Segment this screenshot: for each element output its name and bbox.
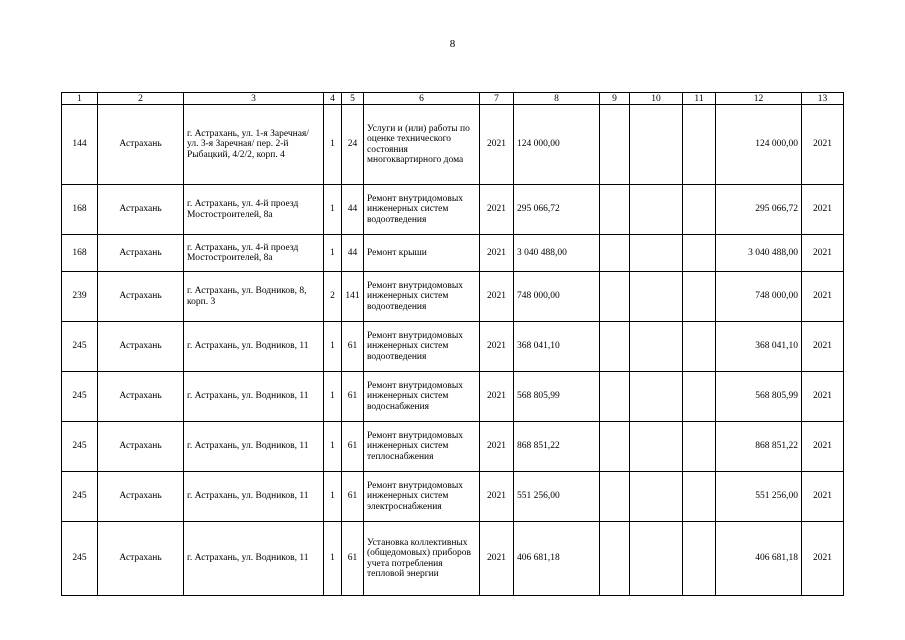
cell-address: г. Астрахань, ул. 4-й проезд Мостостроителей, 8а: [184, 185, 324, 235]
cell-col4: 1: [324, 522, 342, 596]
cell-col4: 1: [324, 185, 342, 235]
cell-col10: [630, 522, 683, 596]
table-row: [62, 322, 844, 372]
cell-col5: 61: [342, 472, 364, 522]
cell-address: г. Астрахань, ул. Водников, 11: [184, 372, 324, 422]
cell-cost-fund: 748 000,00: [716, 272, 802, 322]
cell-cost-fund: 406 681,18: [716, 522, 802, 596]
cell-municipality: Астрахань: [98, 322, 184, 372]
cell-col11: [683, 105, 716, 185]
cell-year: 2021: [480, 472, 514, 522]
cell-plan-year: 2021: [802, 472, 844, 522]
cell-address: г. Астрахань, ул. 4-й проезд Мостостроителей, 8а: [184, 235, 324, 272]
cell-col10: [630, 235, 683, 272]
cell-col9: [600, 272, 630, 322]
cell-cost-total: 868 851,22: [514, 422, 600, 472]
cell-plan-year: 2021: [802, 272, 844, 322]
cell-col4: 1: [324, 472, 342, 522]
cell-year: 2021: [480, 522, 514, 596]
cell-col10: [630, 272, 683, 322]
cell-col9: [600, 372, 630, 422]
cell-number: 168: [62, 235, 98, 272]
column-header-12: 12: [716, 93, 802, 105]
cell-address: г. Астрахань, ул. 1-я Заречная/ ул. 3-я Заречная/ пер. 2-й Рыбацкий, 4/2/2, корп. 4: [184, 105, 324, 185]
cell-plan-year: 2021: [802, 185, 844, 235]
column-header-4: 4: [324, 93, 342, 105]
cell-cost-fund: 124 000,00: [716, 105, 802, 185]
cell-work-type: Услуги и (или) работы по оценке технического состояния многоквартирного дома: [364, 105, 480, 185]
table-row: [62, 472, 844, 522]
table-row: [62, 235, 844, 272]
cell-work-type: Ремонт внутридомовых инженерных систем водоснабжения: [364, 372, 480, 422]
column-header-2: 2: [98, 93, 184, 105]
cell-col5: 61: [342, 422, 364, 472]
table-row: [62, 522, 844, 596]
cell-cost-fund: 868 851,22: [716, 422, 802, 472]
cell-cost-total: 406 681,18: [514, 522, 600, 596]
cell-col4: 2: [324, 272, 342, 322]
cell-cost-fund: 551 256,00: [716, 472, 802, 522]
cell-col5: 61: [342, 372, 364, 422]
cell-work-type: Ремонт внутридомовых инженерных систем водоотведения: [364, 272, 480, 322]
column-header-3: 3: [184, 93, 324, 105]
cell-work-type: Ремонт крыши: [364, 235, 480, 272]
cell-col10: [630, 422, 683, 472]
cell-year: 2021: [480, 272, 514, 322]
cell-col11: [683, 235, 716, 272]
cell-col11: [683, 322, 716, 372]
cell-number: 245: [62, 422, 98, 472]
cell-number: 144: [62, 105, 98, 185]
cell-number: 239: [62, 272, 98, 322]
cell-address: г. Астрахань, ул. Водников, 11: [184, 522, 324, 596]
column-header-13: 13: [802, 93, 844, 105]
column-header-7: 7: [480, 93, 514, 105]
column-header-1: 1: [62, 93, 98, 105]
table-row: [62, 185, 844, 235]
cell-municipality: Астрахань: [98, 372, 184, 422]
cell-col11: [683, 272, 716, 322]
cell-address: г. Астрахань, ул. Водников, 8, корп. 3: [184, 272, 324, 322]
cell-cost-fund: 3 040 488,00: [716, 235, 802, 272]
table-row: [62, 422, 844, 472]
table-header-row: [62, 93, 844, 105]
column-header-9: 9: [600, 93, 630, 105]
cell-col9: [600, 235, 630, 272]
cell-cost-total: 551 256,00: [514, 472, 600, 522]
cell-col9: [600, 522, 630, 596]
cell-plan-year: 2021: [802, 322, 844, 372]
cell-year: 2021: [480, 235, 514, 272]
cell-year: 2021: [480, 322, 514, 372]
cell-col4: 1: [324, 372, 342, 422]
cell-municipality: Астрахань: [98, 272, 184, 322]
cell-col4: 1: [324, 322, 342, 372]
cell-number: 245: [62, 322, 98, 372]
table-row: [62, 272, 844, 322]
cell-col4: 1: [324, 422, 342, 472]
cell-plan-year: 2021: [802, 522, 844, 596]
cell-col5: 44: [342, 185, 364, 235]
cell-address: г. Астрахань, ул. Водников, 11: [184, 322, 324, 372]
cell-col10: [630, 185, 683, 235]
cell-municipality: Астрахань: [98, 422, 184, 472]
cell-address: г. Астрахань, ул. Водников, 11: [184, 422, 324, 472]
cell-col10: [630, 322, 683, 372]
cell-plan-year: 2021: [802, 235, 844, 272]
page-number: 8: [449, 38, 456, 50]
cell-number: 245: [62, 522, 98, 596]
cell-col10: [630, 105, 683, 185]
column-header-6: 6: [364, 93, 480, 105]
cell-work-type: Ремонт внутридомовых инженерных систем водоотведения: [364, 185, 480, 235]
column-header-5: 5: [342, 93, 364, 105]
cell-col4: 1: [324, 235, 342, 272]
cell-cost-fund: 295 066,72: [716, 185, 802, 235]
cell-cost-total: 568 805,99: [514, 372, 600, 422]
cell-year: 2021: [480, 422, 514, 472]
cell-year: 2021: [480, 372, 514, 422]
cell-col11: [683, 372, 716, 422]
cell-col11: [683, 422, 716, 472]
cell-plan-year: 2021: [802, 372, 844, 422]
cell-col9: [600, 322, 630, 372]
cell-address: г. Астрахань, ул. Водников, 11: [184, 472, 324, 522]
cell-cost-fund: 368 041,10: [716, 322, 802, 372]
cell-col10: [630, 372, 683, 422]
cell-plan-year: 2021: [802, 422, 844, 472]
cell-cost-total: 124 000,00: [514, 105, 600, 185]
cell-number: 245: [62, 372, 98, 422]
column-header-8: 8: [514, 93, 600, 105]
cell-col5: 141: [342, 272, 364, 322]
cell-municipality: Астрахань: [98, 472, 184, 522]
column-header-11: 11: [683, 93, 716, 105]
cell-cost-total: 3 040 488,00: [514, 235, 600, 272]
cell-col4: 1: [324, 105, 342, 185]
cell-year: 2021: [480, 105, 514, 185]
table-row: [62, 105, 844, 185]
column-header-10: 10: [630, 93, 683, 105]
cell-col11: [683, 522, 716, 596]
cell-cost-total: 295 066,72: [514, 185, 600, 235]
cell-work-type: Ремонт внутридомовых инженерных систем теплоснабжения: [364, 422, 480, 472]
cell-col5: 61: [342, 522, 364, 596]
cell-col5: 44: [342, 235, 364, 272]
cell-work-type: Установка коллективных (общедомовых) приборов учета потребления тепловой энергии: [364, 522, 480, 596]
cell-municipality: Астрахань: [98, 185, 184, 235]
cell-municipality: Астрахань: [98, 235, 184, 272]
cell-cost-fund: 568 805,99: [716, 372, 802, 422]
cell-work-type: Ремонт внутридомовых инженерных систем водоотведения: [364, 322, 480, 372]
cell-cost-total: 748 000,00: [514, 272, 600, 322]
cell-col5: 24: [342, 105, 364, 185]
cell-col11: [683, 185, 716, 235]
cell-work-type: Ремонт внутридомовых инженерных систем электроснабжения: [364, 472, 480, 522]
cell-number: 245: [62, 472, 98, 522]
cell-number: 168: [62, 185, 98, 235]
capital-repair-table: [61, 92, 844, 596]
cell-plan-year: 2021: [802, 105, 844, 185]
cell-cost-total: 368 041,10: [514, 322, 600, 372]
cell-municipality: Астрахань: [98, 105, 184, 185]
cell-col5: 61: [342, 322, 364, 372]
cell-col9: [600, 472, 630, 522]
cell-col10: [630, 472, 683, 522]
cell-col9: [600, 185, 630, 235]
cell-year: 2021: [480, 185, 514, 235]
cell-col9: [600, 105, 630, 185]
cell-municipality: Астрахань: [98, 522, 184, 596]
cell-col11: [683, 472, 716, 522]
table-row: [62, 372, 844, 422]
cell-col9: [600, 422, 630, 472]
